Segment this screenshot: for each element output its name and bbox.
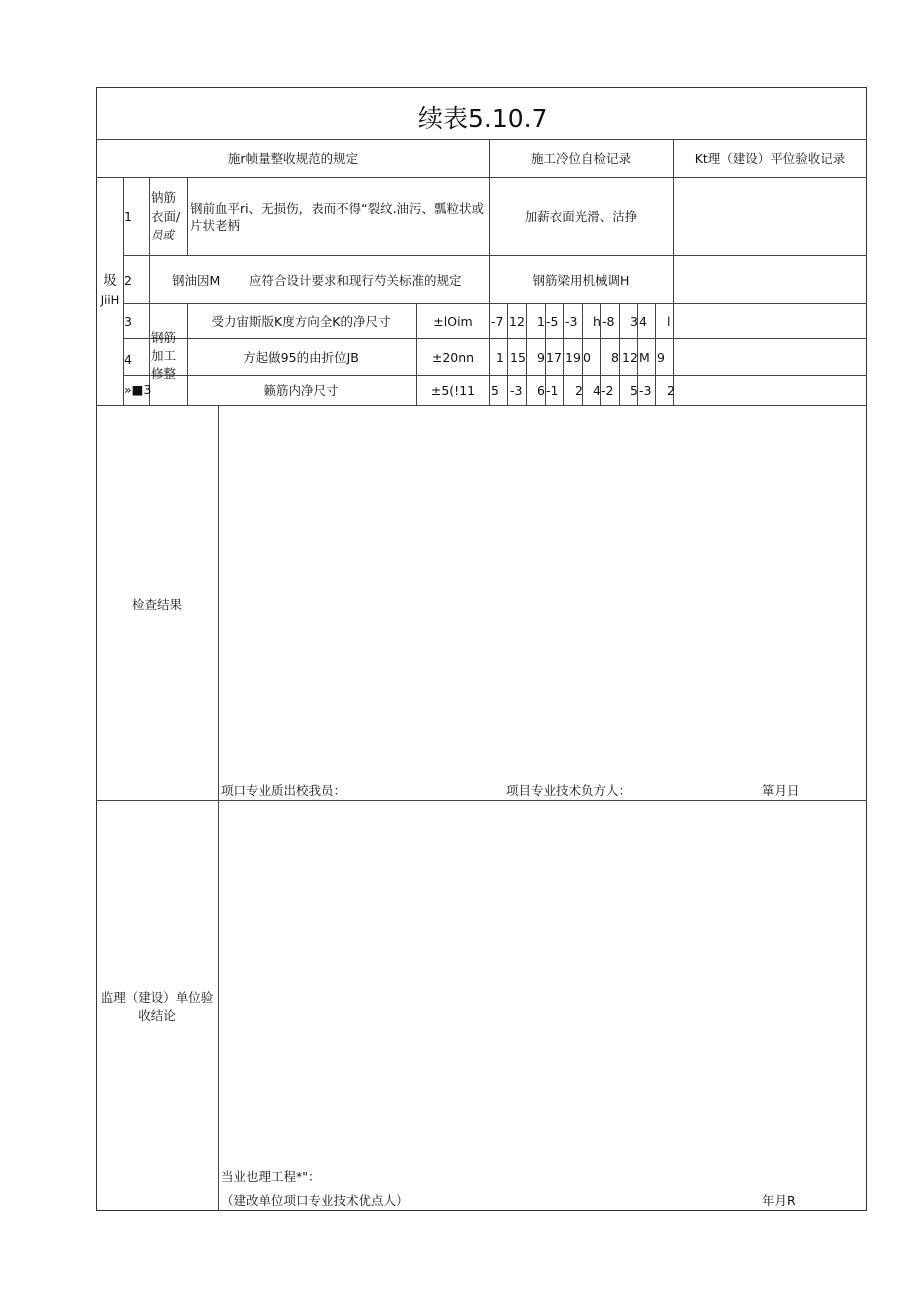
measure-cell: 15 bbox=[510, 350, 526, 365]
divider bbox=[149, 177, 150, 405]
group-label: 加工 bbox=[151, 348, 177, 363]
group-label: 钢筋 bbox=[151, 330, 177, 345]
divider bbox=[619, 303, 620, 405]
row-number: »■3 bbox=[124, 382, 152, 397]
construction-record: 加薪衣面光滑、沽挣 bbox=[524, 209, 638, 224]
divider bbox=[123, 375, 867, 376]
divider bbox=[96, 800, 867, 801]
divider bbox=[123, 303, 867, 304]
divider bbox=[218, 405, 219, 1211]
item-name: 员或 bbox=[151, 228, 174, 242]
measure-cell: 8 bbox=[611, 350, 619, 365]
construction-record: 钢筋梁用机械调H bbox=[532, 273, 630, 288]
measure-cell: 12 bbox=[509, 314, 525, 329]
divider bbox=[655, 303, 656, 405]
divider bbox=[489, 139, 490, 177]
row-number: 2 bbox=[124, 273, 132, 288]
header-spec: 施r帧量整收规范的规定 bbox=[227, 151, 359, 166]
header-construction-record: 施工冷位自检记录 bbox=[530, 151, 632, 166]
tech-lead-signature: 项目专业技术负方人： bbox=[506, 783, 632, 798]
divider bbox=[123, 255, 867, 256]
form-title: 续表5.10.7 bbox=[418, 104, 548, 133]
divider bbox=[96, 405, 867, 406]
item-name: 衣面/ bbox=[151, 209, 181, 224]
measure-cell: M bbox=[639, 350, 650, 365]
inspection-date: 箪月日 bbox=[762, 783, 800, 798]
divider bbox=[96, 177, 867, 178]
measure-cell: 19 bbox=[565, 350, 581, 365]
measure-cell: l bbox=[667, 314, 671, 329]
measure-cell: 9 bbox=[537, 350, 545, 365]
section-label: 圾 bbox=[103, 273, 117, 289]
divider bbox=[96, 139, 867, 140]
divider bbox=[673, 139, 674, 177]
tolerance: ±20nn bbox=[431, 350, 475, 365]
divider bbox=[563, 303, 564, 405]
divider bbox=[416, 303, 417, 405]
measure-cell: -3 bbox=[565, 314, 578, 329]
row-number: 3 bbox=[124, 314, 132, 329]
measure-cell: -5 bbox=[546, 314, 559, 329]
measure-cell: -3 bbox=[639, 383, 652, 398]
measure-cell: -1 bbox=[546, 383, 559, 398]
divider bbox=[673, 177, 674, 405]
conclusion-date: 年月R bbox=[762, 1193, 796, 1208]
item-name: 钠筋 bbox=[151, 190, 177, 205]
group-label: 修整 bbox=[151, 366, 177, 381]
inspection-label: 检查结果 bbox=[131, 597, 183, 612]
divider bbox=[187, 303, 188, 405]
measure-cell: 6 bbox=[537, 383, 545, 398]
spec-text: 受力宙斯版K度方向全K的净尺寸 bbox=[211, 314, 391, 329]
tech-person-signature: （建改单位项口专业技术优点人） bbox=[221, 1193, 409, 1208]
header-supervision-record: Kt理（建设）平位验收记录 bbox=[694, 151, 846, 166]
measure-cell: 3 bbox=[630, 314, 638, 329]
spec-text: 钢前血平ri、无损伤，表而不得“裂纹.油污、瓢粒状或片状老柄 bbox=[190, 201, 485, 233]
measure-cell: 12 bbox=[622, 350, 638, 365]
measure-cell: -7 bbox=[491, 314, 504, 329]
measure-cell: 17 bbox=[546, 350, 562, 365]
conclusion-label: 收结论 bbox=[138, 1008, 176, 1023]
measure-cell: 9 bbox=[657, 350, 665, 365]
measure-cell: 4 bbox=[593, 383, 601, 398]
row-number: 4 bbox=[124, 352, 132, 367]
divider bbox=[123, 338, 867, 339]
section-label: JiiH bbox=[100, 293, 120, 307]
conclusion-label: 监理（建设）单位验 bbox=[100, 990, 214, 1005]
engineer-signature: 当业也理工程*"： bbox=[221, 1169, 321, 1184]
spec-text: 应符合设计要求和现行芍关标准的规定 bbox=[249, 273, 462, 288]
measure-cell: 0 bbox=[583, 350, 591, 365]
measure-cell: -8 bbox=[602, 314, 615, 329]
measure-cell: -3 bbox=[510, 383, 523, 398]
row-number: 1 bbox=[124, 209, 132, 224]
measure-cell: -2 bbox=[601, 383, 614, 398]
measure-cell: 5 bbox=[491, 383, 499, 398]
tolerance: ±lOim bbox=[433, 314, 473, 329]
measure-cell: h bbox=[593, 314, 601, 329]
measure-cell: 1 bbox=[496, 350, 504, 365]
measure-cell: 5 bbox=[630, 383, 638, 398]
divider bbox=[187, 177, 188, 255]
tolerance: ±5(!11 bbox=[430, 383, 476, 398]
item-name: 钢油因M bbox=[172, 273, 221, 288]
measure-cell: 2 bbox=[667, 383, 675, 398]
spec-text: 籁筋内净尺寸 bbox=[263, 383, 339, 398]
inspector-signature: 项口专业质岀校我员： bbox=[221, 783, 347, 798]
measure-cell: 4 bbox=[639, 314, 647, 329]
divider bbox=[526, 303, 527, 405]
spec-text: 方起做95的由折位JB bbox=[243, 350, 359, 365]
divider bbox=[489, 177, 490, 405]
measure-cell: 1 bbox=[537, 314, 545, 329]
divider bbox=[507, 303, 508, 405]
measure-cell: 2 bbox=[575, 383, 583, 398]
